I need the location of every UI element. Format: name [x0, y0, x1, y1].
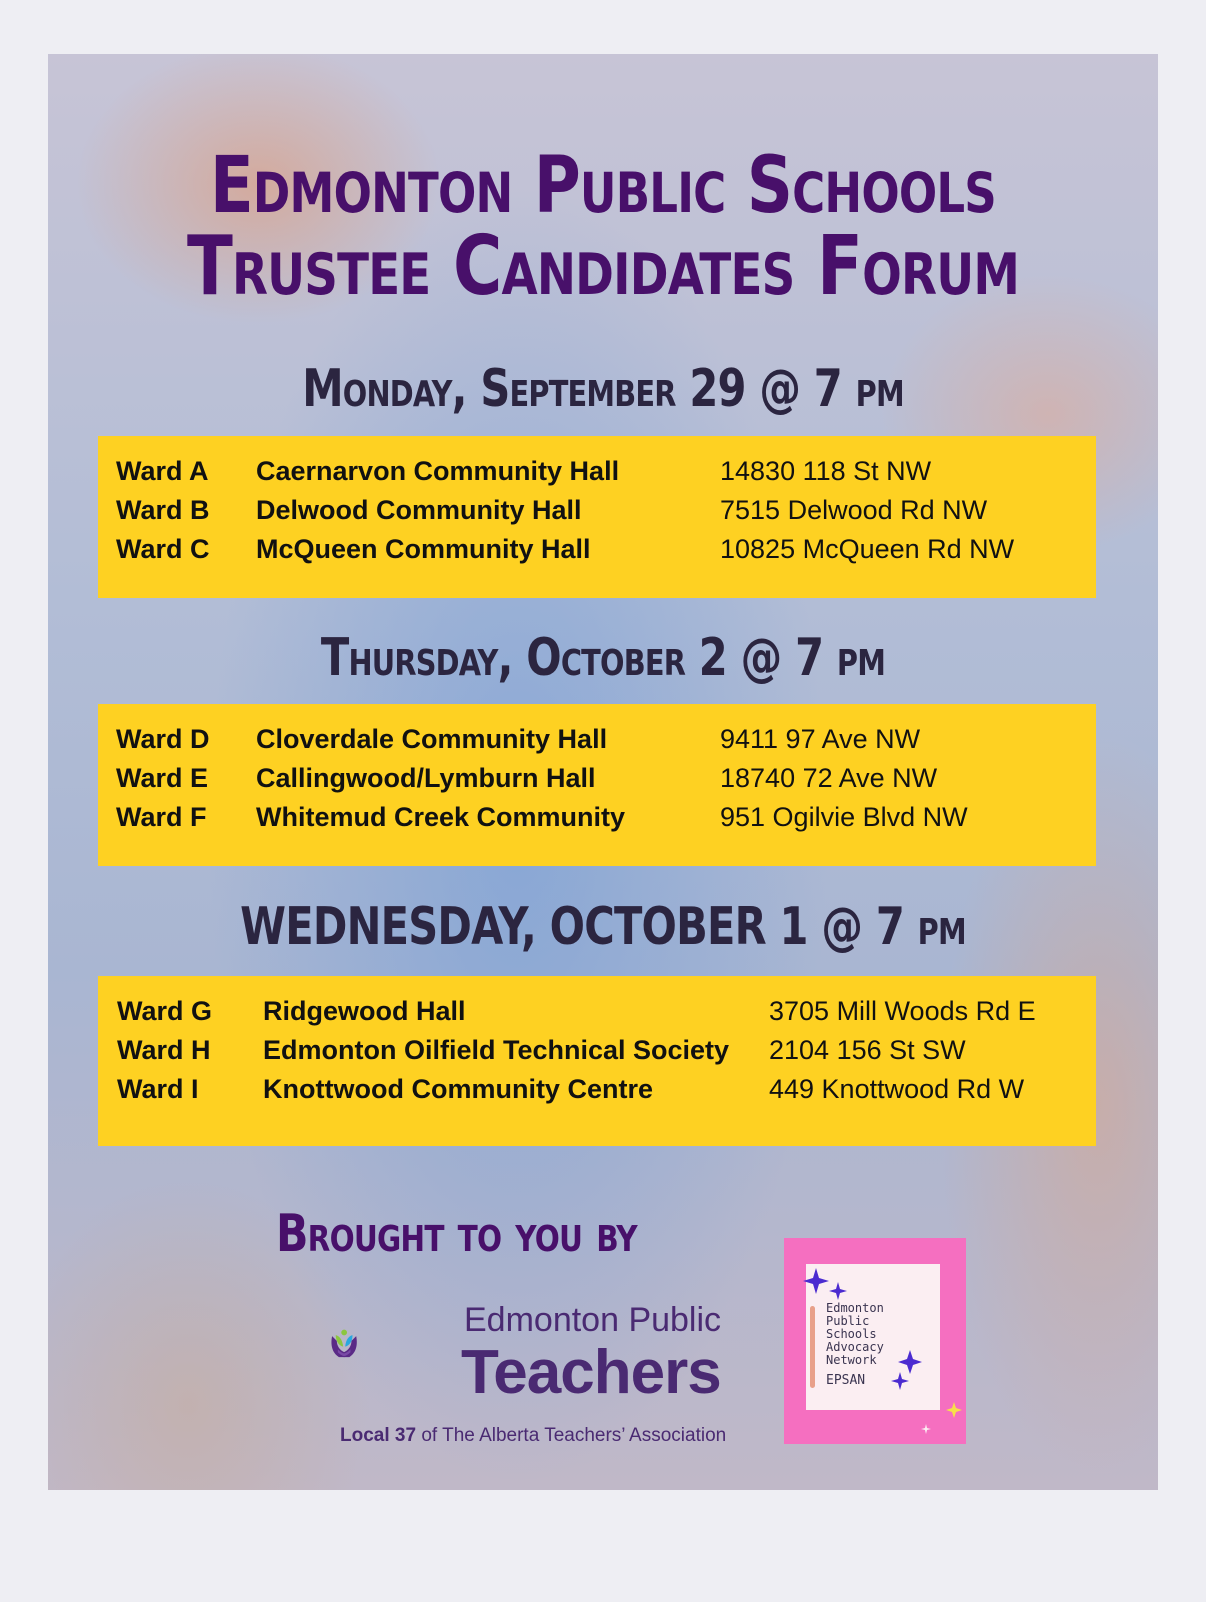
ward-label: Ward I [117, 1074, 199, 1104]
ward-address: 14830 118 St NW [720, 456, 932, 486]
ward-venue: Caernarvon Community Hall [256, 456, 620, 486]
ward-venue: Cloverdale Community Hall [256, 724, 608, 754]
ward-row [98, 530, 1096, 569]
ward-row [98, 1031, 1096, 1070]
ward-box-2 [98, 704, 1096, 866]
ward-venue: Edmonton Oilfield Technical Society [263, 1035, 730, 1065]
ward-venue: Ridgewood Hall [263, 996, 466, 1026]
ward-label: Ward D [116, 724, 210, 754]
ept-name-line-1: Edmonton Public [464, 1301, 722, 1339]
ward-label: Ward G [117, 996, 213, 1026]
ward-venue: Knottwood Community Centre [263, 1074, 653, 1104]
ward-address: 7515 Delwood Rd NW [720, 495, 988, 525]
session-day-3: WEDNESDAY, OCTOBER 1 @ 7 pm [240, 897, 966, 957]
ept-local-rest: of The Alberta Teachers’ Association [416, 1425, 727, 1446]
ward-venue: Whitemud Creek Community [256, 802, 626, 832]
ward-address: 449 Knottwood Rd W [769, 1074, 1025, 1104]
ward-label: Ward H [117, 1035, 211, 1065]
session-day-2: Thursday, October 2 @ 7 pm [320, 628, 886, 688]
ward-address: 10825 McQueen Rd NW [720, 534, 1015, 564]
epsan-line: Network [826, 1353, 877, 1367]
ward-address: 2104 156 St SW [769, 1035, 966, 1065]
ward-address: 18740 72 Ave NW [720, 763, 938, 793]
ward-box-1 [98, 436, 1096, 598]
ward-row [98, 759, 1096, 798]
brought-to-you-by-heading: Brought to you by [276, 1204, 637, 1264]
ward-label: Ward B [116, 495, 210, 525]
ward-row [98, 720, 1096, 759]
title-line-1: Edmonton Public Schools [210, 141, 996, 231]
ward-row [98, 1070, 1096, 1109]
ward-box-3 [98, 976, 1096, 1146]
epsan-line: Advocacy [826, 1340, 884, 1354]
title-line-2: Trustee Candidates Forum [186, 219, 1020, 314]
epsan-line: Edmonton [826, 1301, 884, 1315]
epsan-line: Schools [826, 1327, 877, 1341]
ward-row [98, 798, 1096, 837]
ward-row [98, 992, 1096, 1031]
ward-venue: Callingwood/Lymburn Hall [256, 763, 596, 793]
ept-local-bold: Local 37 [340, 1425, 417, 1446]
ept-local-line [340, 1424, 726, 1448]
ward-label: Ward A [116, 456, 209, 486]
ward-row [98, 452, 1096, 491]
sparkles-icon [784, 1238, 966, 1444]
ward-label: Ward F [116, 802, 207, 832]
ward-label: Ward E [116, 763, 209, 793]
ward-address: 951 Ogilvie Blvd NW [720, 802, 968, 832]
ward-venue: McQueen Community Hall [256, 534, 591, 564]
ward-label: Ward C [116, 534, 210, 564]
session-day-1: Monday, September 29 @ 7 pm [302, 359, 904, 419]
ward-address: 9411 97 Ave NW [720, 724, 921, 754]
ward-address: 3705 Mill Woods Rd E [769, 996, 1036, 1026]
epsan-line: Public [826, 1314, 870, 1328]
ward-venue: Delwood Community Hall [256, 495, 582, 525]
ward-row [98, 491, 1096, 530]
ept-name-line-2: Teachers [461, 1338, 721, 1407]
epsan-acronym: EPSAN [826, 1373, 866, 1388]
epsan-logo [784, 1238, 966, 1444]
forum-poster [48, 54, 1158, 1490]
hands-holding-person-logo-icon [330, 1284, 440, 1404]
